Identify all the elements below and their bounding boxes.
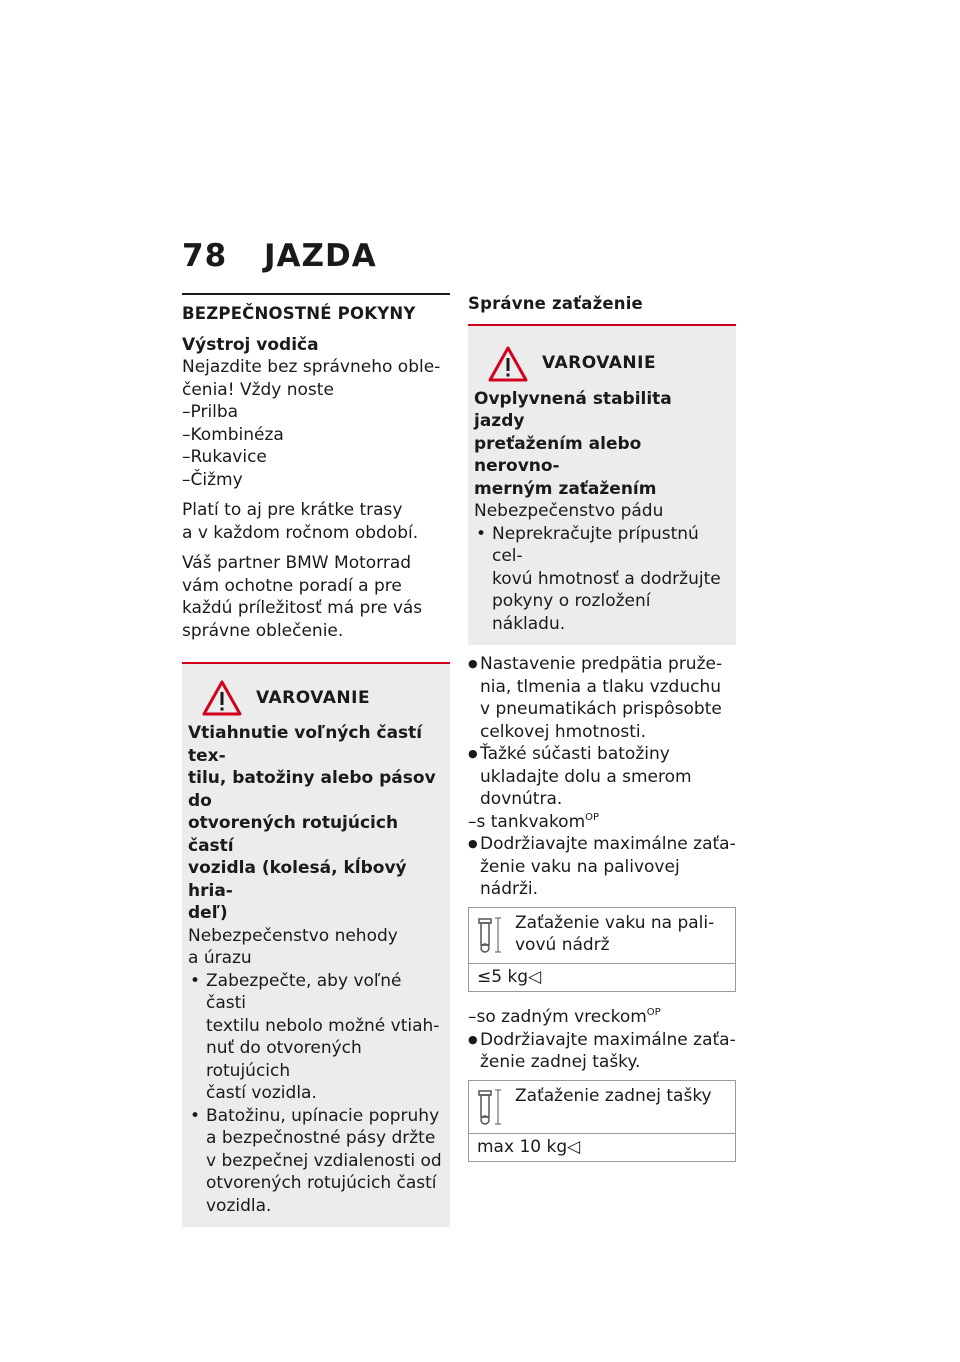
spec-header	[469, 1081, 735, 1134]
list-item: –Prilba	[182, 402, 239, 422]
warning-triangle-icon	[488, 346, 528, 382]
text-line: • Neprekračujte prípustnú cel-	[492, 523, 699, 566]
text-line: častí vozidla.	[206, 1083, 317, 1103]
paragraph-partner	[182, 552, 450, 642]
text-line: ● Nastavenie predpätia pruže-	[480, 654, 723, 674]
warning-header	[188, 678, 442, 718]
spec-table-tank-bag	[468, 907, 736, 993]
warning-label: VAROVANIE	[256, 687, 371, 708]
list-item-tank-bag-load	[468, 833, 736, 901]
text-line: Platí to aj pre krátke trasy	[182, 500, 403, 520]
left-column	[182, 293, 450, 1227]
text-line: ● Dodržiavajte maximálne zaťa-	[480, 834, 736, 854]
load-weight-icon	[476, 915, 502, 955]
text-line: ženie vaku na palivovej nádrži.	[480, 856, 680, 899]
text-line: vám ochotne poradí a pre	[182, 575, 402, 596]
text-line: a bezpečnostné pásy držte	[206, 1128, 436, 1148]
spec-header	[469, 908, 735, 964]
text-line: dovnútra.	[480, 789, 563, 809]
spec-label	[509, 1081, 735, 1133]
text-line: vozidla.	[206, 1195, 272, 1216]
section-title-loading: Správne zaťaženie	[468, 293, 736, 326]
text-line: ukladajte dolu a smerom	[480, 766, 692, 787]
text-line: ženie zadnej tašky.	[480, 1052, 641, 1072]
warning-title-line: vozidla (kolesá, kĺbový hria-	[188, 858, 407, 901]
option-tank-bag	[468, 811, 736, 834]
spec-icon-cell	[469, 908, 509, 963]
spec-label	[509, 908, 735, 963]
text-line: • Batožinu, upínacie popruhy	[206, 1105, 440, 1126]
chapter-title: JAZDA	[264, 238, 377, 274]
option-label: –so zadným vreckom	[468, 1007, 647, 1027]
intro-line-1: Nejazdite bez správneho oble-	[182, 357, 441, 377]
list-item: –Rukavice	[182, 447, 267, 467]
warning-box-entanglement	[182, 662, 450, 1227]
spec-value: ≤5 kg◁	[477, 966, 542, 987]
warning-danger-line: Nebezpečenstvo pádu	[474, 501, 664, 521]
text-line: • Zabezpečte, aby voľné časti	[206, 970, 402, 1013]
warning-title-line: merným zaťažením	[474, 478, 657, 499]
page-number: 78	[182, 238, 228, 274]
text-line: správne oblečenie.	[182, 620, 344, 641]
warning-title-line: Ovplyvnená stabilita jazdy	[474, 388, 672, 431]
text-line: celkovej hmotnosti.	[480, 721, 647, 742]
warning-bullet	[188, 1105, 442, 1218]
warning-danger-line: a úrazu	[188, 948, 252, 968]
text-line: kovú hmotnosť a dodržujte	[492, 568, 721, 589]
load-weight-icon	[476, 1087, 502, 1127]
warning-title-line: otvorených rotujúcich častí	[188, 813, 399, 856]
warning-title-line: tilu, batožiny alebo pásov do	[188, 768, 436, 811]
list-item-adjust	[468, 653, 736, 743]
spec-value: max 10 kg◁	[477, 1136, 581, 1157]
text-line: pokyny o rozložení nákladu.	[492, 591, 651, 634]
text-line: a v každom ročnom období.	[182, 522, 419, 543]
optional-marker: OP	[646, 1007, 661, 1018]
spec-icon-cell	[469, 1081, 509, 1133]
text-line: nia, tlmenia a tlaku vzduchu	[480, 676, 722, 697]
page-header	[182, 238, 377, 274]
list-item: –Čižmy	[182, 469, 243, 490]
option-label: –s tankvakom	[468, 811, 586, 832]
optional-marker: OP	[585, 811, 600, 823]
text-line: ● Ťažké súčasti batožiny	[480, 744, 670, 764]
text-line: Zaťaženie zadnej tašky	[515, 1085, 712, 1106]
right-column	[468, 293, 736, 1162]
text-line: ● Dodržiavajte maximálne zaťa-	[480, 1029, 736, 1050]
warning-triangle-icon	[202, 680, 242, 716]
text-line: nuť do otvorených rotujúcich	[206, 1038, 362, 1081]
warning-danger-line: Nebezpečenstvo nehody	[188, 925, 398, 946]
text-line: textilu nebolo možné vtiah-	[206, 1015, 440, 1036]
text-line: v bezpečnej vzdialenosti od	[206, 1150, 442, 1171]
list-item-rear-bag-load	[468, 1029, 736, 1074]
text-line: otvorených rotujúcich častí	[206, 1173, 437, 1193]
warning-bullet	[188, 970, 442, 1105]
option-rear-bag	[468, 1006, 736, 1029]
spec-table-rear-bag	[468, 1080, 736, 1163]
list-item: –Kombinéza	[182, 424, 284, 445]
text-line: Váš partner BMW Motorrad	[182, 553, 412, 573]
paragraph-trips	[182, 499, 450, 544]
warning-title-line: Vtiahnutie voľných častí tex-	[188, 723, 423, 766]
warning-title-line: preťažením alebo nerovno-	[474, 433, 642, 476]
text-line: vovú nádrž	[515, 935, 610, 955]
warning-box-stability	[468, 326, 736, 646]
text-line: Zaťaženie vaku na pali-	[515, 912, 715, 933]
warning-label: VAROVANIE	[542, 353, 657, 374]
intro-line-2: čenia! Vždy noste	[182, 379, 334, 400]
warning-bullet	[474, 523, 728, 636]
warning-header	[474, 344, 728, 384]
text-line: v pneumatikách prispôsobte	[480, 699, 722, 719]
warning-title-line: deľ)	[188, 903, 228, 923]
subheading-rider-gear: Výstroj vodiča	[182, 334, 319, 355]
list-item-heavy-parts	[468, 743, 736, 811]
text-line: každú príležitosť má pre vás	[182, 598, 423, 618]
section-title-safety: BEZPEČNOSTNÉ POKYNY	[182, 293, 450, 332]
